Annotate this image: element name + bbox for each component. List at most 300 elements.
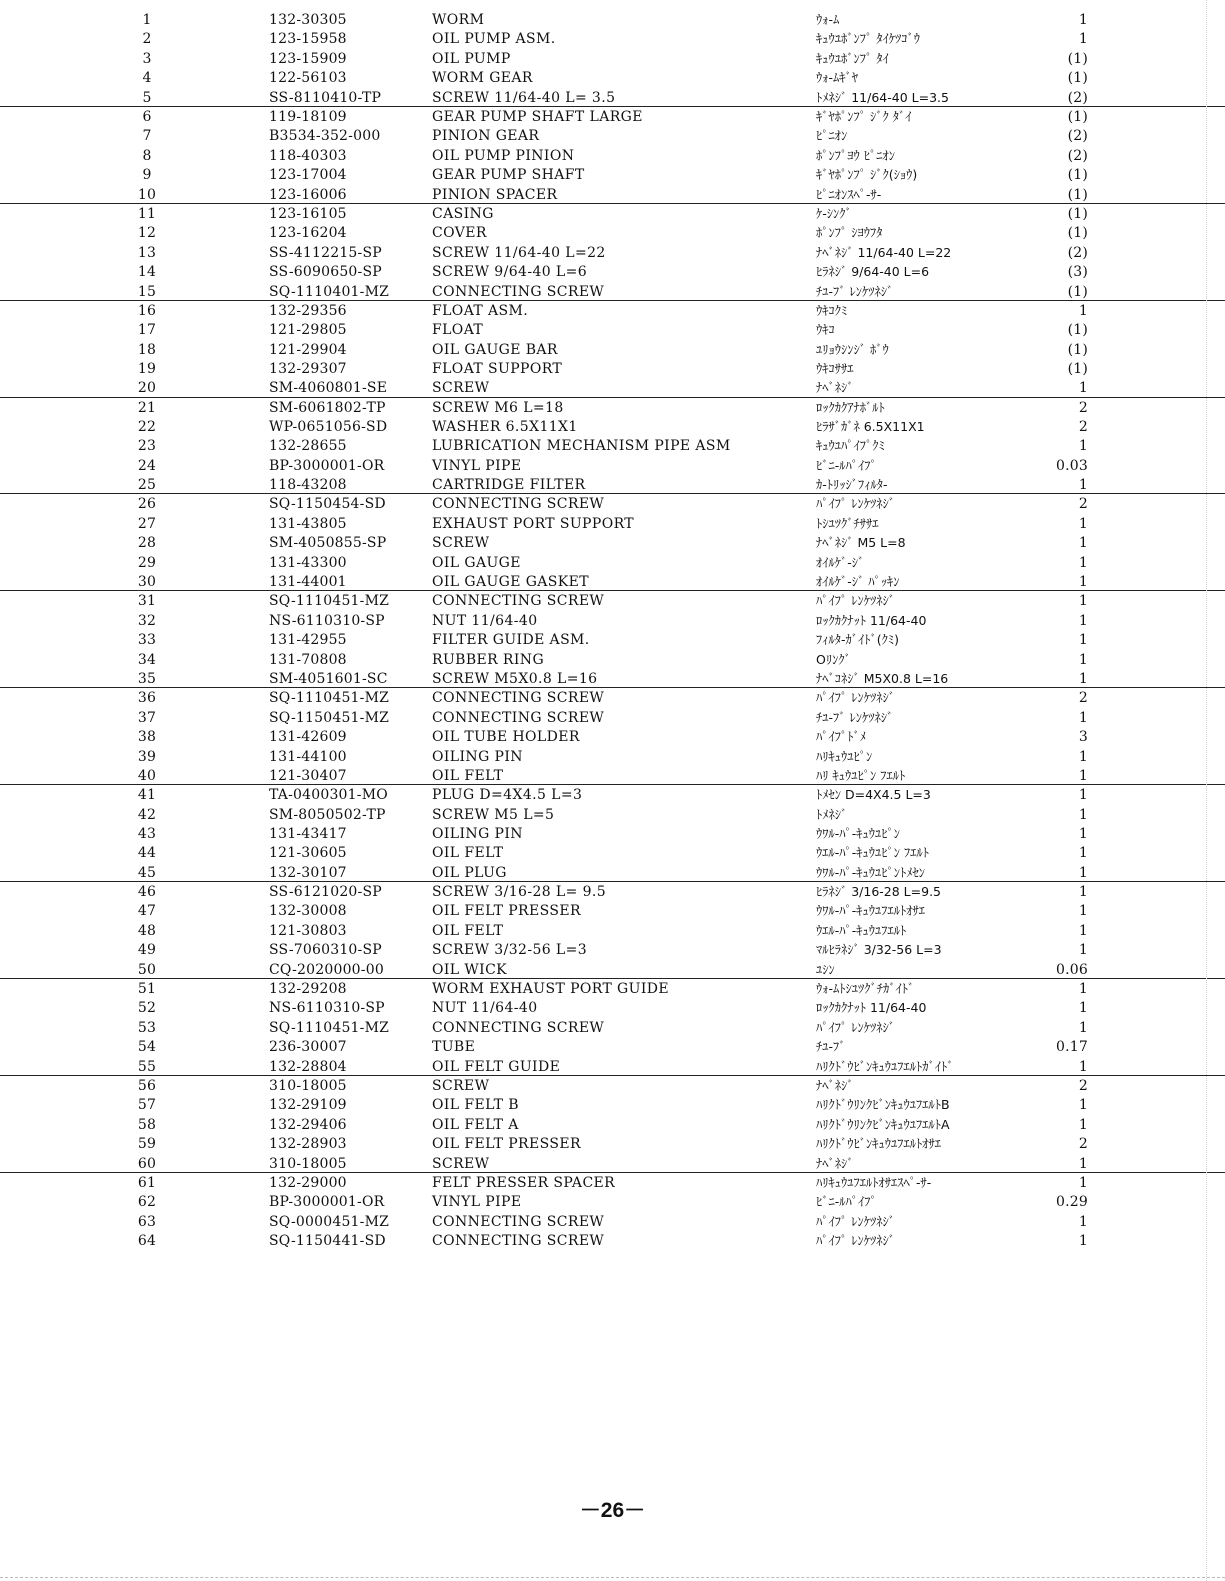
table-row (0, 49, 1225, 68)
part-name-japanese: ﾊﾟｲﾌﾟ ﾚﾝｹﾂﾈｼﾞ (816, 496, 895, 512)
item-number: 18 (137, 341, 157, 358)
part-name-japanese: ﾁﾕ-ﾌﾞ ﾚﾝｹﾂﾈｼﾞ (816, 283, 894, 299)
item-number: 5 (142, 89, 152, 106)
part-number: BP-3000001-OR (269, 457, 385, 474)
quantity: 1 (1078, 1155, 1088, 1172)
part-name: SCREW 3/32-56 L=3 (432, 942, 588, 959)
part-number: SS-8110410-TP (269, 89, 382, 106)
part-name: OIL FELT (432, 922, 504, 939)
part-number: 132-30008 (269, 903, 347, 920)
part-name-japanese: ｷﾞﾔﾎﾟﾝﾌﾟ ｼﾞｸ(ｼｮｳ) (816, 167, 918, 183)
quantity: 1 (1078, 380, 1088, 397)
part-name: SCREW 11/64-40 L= 3.5 (432, 89, 616, 106)
part-name-japanese: ｷｭｳﾕﾊﾟｲﾌﾟｸﾐ (816, 438, 885, 454)
item-number: 62 (137, 1194, 157, 1211)
quantity: 1 (1078, 806, 1088, 823)
table-row (0, 650, 1225, 669)
table-row (0, 921, 1225, 940)
part-name: SCREW M6 L=18 (432, 399, 564, 416)
part-name-japanese: ﾊﾘ ｷｭｳﾕﾋﾟﾝ ﾌｴﾙﾄ (816, 767, 906, 783)
quantity: 1 (1078, 864, 1088, 881)
part-name-japanese: ｷｭｳﾕﾎﾞﾝﾌﾟ ﾀｲｹﾂｺﾞｳ (816, 31, 920, 47)
part-name-japanese: ｶ-ﾄﾘｯｼﾞﾌｨﾙﾀ- (816, 477, 888, 493)
item-number: 56 (137, 1077, 157, 1094)
part-name: FLOAT SUPPORT (432, 360, 563, 377)
part-name-japanese: ｹ-ｼﾝｸﾞ (816, 205, 852, 221)
part-name-japanese: ﾛｯｸｶｸﾅｯﾄ 11/64-40 (816, 612, 927, 628)
part-name-japanese: ﾄｼﾕﾂｸﾞﾁｻｻｴ (816, 515, 879, 531)
table-row (0, 766, 1225, 785)
item-number: 64 (137, 1233, 157, 1249)
table-row (0, 1192, 1225, 1211)
table-row (0, 824, 1225, 843)
quantity: 1 (1078, 787, 1088, 804)
part-number: 122-56103 (269, 70, 347, 87)
quantity: (1) (1067, 360, 1088, 377)
item-number: 47 (137, 903, 157, 920)
part-name: OIL FELT PRESSER (432, 1136, 581, 1153)
quantity: 0.17 (1056, 1039, 1088, 1056)
quantity: 1 (1078, 826, 1088, 842)
item-number: 24 (137, 457, 157, 474)
scan-edge-right (1206, 0, 1207, 1581)
scan-edge-bottom (0, 1577, 1225, 1578)
quantity: 1 (1078, 1097, 1088, 1114)
table-row (0, 1075, 1225, 1095)
part-name: OIL PLUG (432, 864, 507, 881)
part-name: OIL TUBE HOLDER (432, 729, 580, 746)
item-number: 58 (137, 1116, 157, 1133)
part-number: 121-29904 (269, 341, 347, 358)
part-name-japanese: ｳﾜﾙ-ﾊﾟ-ｷｭｳﾕﾌｴﾙﾄｵｻｴ (816, 903, 926, 919)
quantity: 2 (1078, 1077, 1088, 1094)
item-number: 30 (137, 574, 157, 591)
part-name: OIL PUMP PINION (432, 147, 575, 164)
part-number: 118-43208 (269, 477, 347, 494)
part-name-japanese: ﾋﾟﾆｵﾝ (816, 128, 848, 144)
part-number: 123-15958 (269, 31, 347, 48)
table-row (0, 68, 1225, 87)
table-row (0, 320, 1225, 339)
part-name: OIL WICK (432, 961, 508, 978)
page-number: －26－ (579, 1499, 646, 1522)
part-name-japanese: ｵｲﾙｹﾞ-ｼﾞ (816, 554, 865, 570)
item-number: 51 (137, 980, 157, 997)
item-number: 45 (137, 864, 157, 881)
part-name-japanese: Oﾘﾝｸﾞ (816, 651, 851, 667)
part-name: TUBE (432, 1039, 476, 1056)
item-number: 59 (137, 1136, 157, 1153)
table-row (0, 533, 1225, 552)
item-number: 22 (137, 419, 157, 435)
part-number: SQ-1150451-MZ (269, 709, 390, 726)
table-row (0, 146, 1225, 165)
table-row (0, 590, 1225, 610)
part-number: 123-16105 (269, 205, 347, 222)
quantity: 1 (1078, 1000, 1088, 1017)
quantity: 1 (1078, 767, 1088, 784)
part-name-japanese: ﾛｯｸｶｸﾅｯﾄ 11/64-40 (816, 1000, 927, 1016)
quantity: 1 (1078, 1213, 1088, 1230)
quantity: 1 (1078, 709, 1088, 726)
quantity: (2) (1067, 128, 1088, 145)
part-name-japanese: ﾅﾍﾞｺﾈｼﾞ M5X0.8 L=16 (816, 671, 949, 687)
item-number: 63 (137, 1213, 157, 1230)
item-number: 52 (137, 1000, 157, 1017)
table-row (0, 630, 1225, 649)
table-row (0, 863, 1225, 882)
part-number: NS-6110310-SP (269, 1000, 385, 1017)
table-row (0, 1095, 1225, 1114)
quantity: 1 (1078, 477, 1088, 494)
part-name-japanese: ｷｭｳﾕﾎﾞﾝﾌﾟ ﾀｲ (816, 50, 889, 66)
table-row (0, 493, 1225, 513)
part-name: CONNECTING SCREW (432, 1019, 605, 1036)
table-row (0, 805, 1225, 824)
part-name: PINION GEAR (432, 128, 540, 145)
item-number: 55 (137, 1058, 157, 1075)
part-name-japanese: ﾊﾘｸﾄﾞｳﾘﾝｸﾋﾞﾝｷｭｳﾕﾌｴﾙﾄB (816, 1097, 950, 1113)
part-name-japanese: ﾊﾟｲﾌﾟﾄﾞﾒ (816, 729, 867, 745)
part-name: OIL GAUGE GASKET (432, 574, 590, 591)
part-number: 132-28804 (269, 1058, 347, 1075)
part-name: LUBRICATION MECHANISM PIPE ASM (432, 438, 731, 455)
item-number: 6 (142, 108, 152, 125)
part-name: OIL FELT (432, 845, 504, 862)
part-number: SS-6121020-SP (269, 884, 382, 901)
table-row (0, 960, 1225, 979)
part-name: OIL PUMP (432, 50, 511, 67)
part-name: RUBBER RING (432, 651, 545, 668)
table-row (0, 378, 1225, 397)
part-number: 121-29805 (269, 322, 347, 339)
table-row (0, 185, 1225, 204)
item-number: 27 (137, 515, 157, 532)
parts-table (0, 10, 1225, 1250)
quantity: 1 (1078, 884, 1088, 901)
part-name-japanese: ｳﾜﾙ-ﾊﾟ-ｷｭｳﾕﾋﾟﾝ (816, 826, 901, 841)
item-number: 28 (137, 535, 157, 552)
quantity: (1) (1067, 205, 1088, 222)
part-name: NUT 11/64-40 (432, 1000, 538, 1017)
part-number: 131-43300 (269, 554, 347, 571)
part-name: SCREW 3/16-28 L= 9.5 (432, 884, 607, 901)
table-row (0, 475, 1225, 494)
part-number: 131-44001 (269, 574, 347, 591)
quantity: (1) (1067, 167, 1088, 184)
part-name-japanese: ﾊﾘｸﾄﾞｳﾘﾝｸﾋﾞﾝｷｭｳﾕﾌｴﾙﾄA (816, 1116, 950, 1132)
table-row (0, 223, 1225, 242)
part-name: FLOAT (432, 322, 484, 339)
quantity: 1 (1078, 1233, 1088, 1249)
part-number: 123-15909 (269, 50, 347, 67)
part-name-japanese: ﾅﾍﾞﾈｼﾞ (816, 1077, 854, 1093)
part-name: FELT PRESSER SPACER (432, 1174, 616, 1191)
quantity: (1) (1067, 186, 1088, 203)
part-name: COVER (432, 225, 487, 242)
part-name-japanese: ｵｲﾙｹﾞ-ｼﾞ ﾊﾟｯｷﾝ (816, 574, 900, 590)
quantity: (1) (1067, 283, 1088, 300)
part-name-japanese: ﾊﾟｲﾌﾟ ﾚﾝｹﾂﾈｼﾞ (816, 1019, 895, 1035)
item-number: 8 (142, 147, 152, 164)
part-name-japanese: ﾁﾕ-ﾌﾞ ﾚﾝｹﾂﾈｼﾞ (816, 709, 894, 725)
quantity: 2 (1078, 1136, 1088, 1153)
part-name: CONNECTING SCREW (432, 709, 605, 726)
part-name: OIL PUMP ASM. (432, 31, 556, 48)
table-row (0, 1231, 1225, 1250)
part-name: CARTRIDGE FILTER (432, 477, 586, 494)
part-name-japanese: ｳｴﾙ-ﾊﾟ-ｷｭｳﾕﾋﾟﾝ ﾌｴﾙﾄ (816, 845, 929, 861)
item-number: 31 (137, 593, 157, 610)
table-row (0, 29, 1225, 48)
table-row (0, 553, 1225, 572)
part-number: SM-8050502-TP (269, 806, 386, 823)
table-row (0, 106, 1225, 126)
part-name-japanese: ｷﾞﾔﾎﾟﾝﾌﾟ ｼﾞｸ ﾀﾞｲ (816, 108, 912, 124)
item-number: 15 (137, 283, 157, 300)
quantity: 0.03 (1056, 457, 1088, 474)
part-name: OIL FELT A (432, 1116, 519, 1133)
part-number: 121-30407 (269, 767, 347, 784)
quantity: 1 (1078, 438, 1088, 455)
quantity: 1 (1078, 632, 1088, 649)
item-number: 37 (137, 709, 157, 726)
part-number: SM-4060801-SE (269, 380, 388, 397)
item-number: 39 (137, 748, 157, 765)
part-number: 123-16204 (269, 225, 347, 242)
item-number: 1 (142, 12, 152, 28)
quantity: (2) (1067, 244, 1088, 261)
part-name: WORM (432, 12, 485, 28)
item-number: 40 (137, 767, 157, 784)
part-name-japanese: ﾋﾞﾆ-ﾙﾊﾟｲﾌﾟ (816, 457, 877, 473)
part-name: WASHER 6.5X11X1 (432, 419, 578, 435)
table-row (0, 1037, 1225, 1056)
part-number: TA-0400301-MO (269, 787, 388, 804)
part-name-japanese: ﾊﾟｲﾌﾟ ﾚﾝｹﾂﾈｼﾞ (816, 593, 895, 609)
item-number: 60 (137, 1155, 157, 1172)
table-row (0, 1018, 1225, 1037)
table-row (0, 669, 1225, 688)
item-number: 9 (142, 167, 152, 184)
table-row (0, 940, 1225, 959)
item-number: 49 (137, 942, 157, 959)
item-number: 50 (137, 961, 157, 978)
part-name: SCREW 11/64-40 L=22 (432, 244, 606, 261)
part-name: SCREW 9/64-40 L=6 (432, 264, 588, 281)
item-number: 32 (137, 612, 157, 629)
table-row (0, 126, 1225, 145)
table-row (0, 1115, 1225, 1134)
quantity: (1) (1067, 341, 1088, 358)
table-row (0, 1154, 1225, 1173)
table-row (0, 978, 1225, 998)
part-name: GEAR PUMP SHAFT (432, 167, 585, 184)
part-number: SM-4051601-SC (269, 671, 388, 688)
part-number: 132-29307 (269, 360, 347, 377)
part-name-japanese: ｳｷｺｸﾐ (816, 302, 848, 318)
part-name-japanese: ﾌｨﾙﾀ-ｶﾞｲﾄﾞ(ｸﾐ) (816, 632, 900, 648)
part-name-japanese: ﾊﾘｷｭｳﾕﾋﾟﾝ (816, 748, 873, 764)
quantity: 1 (1078, 593, 1088, 610)
part-name: SCREW (432, 1077, 490, 1094)
table-row (0, 203, 1225, 223)
table-row (0, 514, 1225, 533)
item-number: 61 (137, 1174, 157, 1191)
table-row (0, 1172, 1225, 1192)
table-row (0, 417, 1225, 436)
table-row (0, 1134, 1225, 1153)
part-name-japanese: ﾄﾒﾈｼﾞ (816, 806, 848, 822)
part-number: 236-30007 (269, 1039, 347, 1056)
item-number: 44 (137, 845, 157, 862)
part-name: OILING PIN (432, 826, 523, 842)
part-name-japanese: ｳｷｺｻｻｴ (816, 360, 854, 376)
part-name: OIL FELT GUIDE (432, 1058, 561, 1075)
item-number: 42 (137, 806, 157, 823)
table-row (0, 359, 1225, 378)
part-number: 132-29356 (269, 302, 347, 319)
item-number: 20 (137, 380, 157, 397)
part-number: SS-4112215-SP (269, 244, 382, 261)
part-name: VINYL PIPE (432, 1194, 522, 1211)
part-name-japanese: ﾋﾞﾆ-ﾙﾊﾟｲﾌﾟ (816, 1194, 877, 1210)
item-number: 12 (137, 225, 157, 242)
part-name-japanese: ﾅﾍﾞﾈｼﾞ 11/64-40 L=22 (816, 244, 952, 260)
part-name-japanese: ﾋﾗｻﾞｶﾞﾈ 6.5X11X1 (816, 419, 925, 434)
item-number: 57 (137, 1097, 157, 1114)
table-row (0, 708, 1225, 727)
part-number: 118-40303 (269, 147, 347, 164)
item-number: 14 (137, 264, 157, 281)
part-name-japanese: ﾛｯｸｶｸｱﾅﾎﾞﾙﾄ (816, 399, 885, 415)
table-row (0, 611, 1225, 630)
part-number: 310-18005 (269, 1155, 347, 1172)
part-name: CONNECTING SCREW (432, 1233, 605, 1249)
quantity: 1 (1078, 1116, 1088, 1133)
quantity: (2) (1067, 89, 1088, 106)
part-number: SQ-1110401-MZ (269, 283, 390, 300)
quantity: (1) (1067, 50, 1088, 67)
item-number: 35 (137, 671, 157, 688)
part-name: SCREW M5X0.8 L=16 (432, 671, 598, 688)
quantity: 0.06 (1056, 961, 1088, 978)
table-row (0, 436, 1225, 455)
part-name-japanese: ﾅﾍﾞﾈｼﾞ (816, 1155, 854, 1171)
part-number: 132-29406 (269, 1116, 347, 1133)
part-number: 132-29208 (269, 980, 347, 997)
part-number: 132-30107 (269, 864, 347, 881)
part-name: OIL FELT (432, 767, 504, 784)
item-number: 36 (137, 690, 157, 707)
part-number: 310-18005 (269, 1077, 347, 1094)
part-number: SM-4050855-SP (269, 535, 387, 552)
item-number: 54 (137, 1039, 157, 1056)
part-number: 131-44100 (269, 748, 347, 765)
part-name: CONNECTING SCREW (432, 496, 605, 513)
part-name-japanese: ﾁﾕ-ﾌﾞ (816, 1039, 846, 1055)
item-number: 33 (137, 632, 157, 649)
quantity: 1 (1078, 922, 1088, 939)
part-name-japanese: ﾅﾍﾞﾈｼﾞ (816, 380, 854, 396)
quantity: (1) (1067, 322, 1088, 339)
item-number: 10 (137, 186, 157, 203)
item-number: 17 (137, 322, 157, 339)
item-number: 53 (137, 1019, 157, 1036)
part-name: CONNECTING SCREW (432, 283, 605, 300)
quantity: 2 (1078, 399, 1088, 416)
part-name-japanese: ｳｷｺ (816, 322, 835, 338)
quantity: 1 (1078, 535, 1088, 552)
item-number: 46 (137, 884, 157, 901)
item-number: 26 (137, 496, 157, 513)
part-name: OILING PIN (432, 748, 523, 765)
part-name-japanese: ﾊﾟｲﾌﾟ ﾚﾝｹﾂﾈｼﾞ (816, 690, 895, 706)
part-name-japanese: ﾎﾟﾝﾌﾟ ｼﾖｳﾌﾀ (816, 225, 883, 241)
quantity: 2 (1078, 419, 1088, 435)
part-name-japanese: ﾊﾘｷｭｳﾕﾌｴﾙﾄｵｻｴｽﾍﾟ-ｻ- (816, 1174, 932, 1190)
quantity: 1 (1078, 980, 1088, 997)
table-row (0, 456, 1225, 475)
part-number: B3534-352-000 (269, 128, 381, 145)
item-number: 34 (137, 651, 157, 668)
part-number: SQ-1150441-SD (269, 1233, 386, 1249)
part-number: SS-7060310-SP (269, 942, 382, 959)
part-name: SCREW (432, 535, 490, 552)
item-number: 23 (137, 438, 157, 455)
part-number: SQ-1150454-SD (269, 496, 386, 513)
part-name-japanese: ｳｫ-ﾑﾄｼﾕﾂｸﾞﾁｶﾞｲﾄﾞ (816, 980, 915, 996)
part-number: 132-28903 (269, 1136, 347, 1153)
part-name: SCREW (432, 380, 490, 397)
table-row (0, 727, 1225, 746)
table-row (0, 687, 1225, 707)
part-name: CONNECTING SCREW (432, 690, 605, 707)
part-name: CONNECTING SCREW (432, 593, 605, 610)
item-number: 16 (137, 302, 157, 319)
part-name-japanese: ﾏﾙﾋﾗﾈｼﾞ 3/32-56 L=3 (816, 942, 942, 958)
quantity: 1 (1078, 1058, 1088, 1075)
quantity: 1 (1078, 748, 1088, 765)
quantity: (1) (1067, 70, 1088, 87)
table-row (0, 397, 1225, 417)
part-number: 132-29000 (269, 1174, 347, 1191)
item-number: 29 (137, 554, 157, 571)
item-number: 43 (137, 826, 157, 842)
part-name: FILTER GUIDE ASM. (432, 632, 590, 649)
table-row (0, 340, 1225, 359)
part-name: PINION SPACER (432, 186, 558, 203)
part-name: NUT 11/64-40 (432, 612, 538, 629)
item-number: 3 (142, 50, 152, 67)
quantity: (3) (1067, 264, 1088, 281)
part-name-japanese: ﾊﾘｸﾄﾞｳﾋﾞﾝｷｭｳﾕﾌｴﾙﾄｵｻｴ (816, 1136, 942, 1152)
table-row (0, 1212, 1225, 1231)
part-name: OIL FELT PRESSER (432, 903, 581, 920)
part-name: SCREW (432, 1155, 490, 1172)
part-number: SQ-0000451-MZ (269, 1213, 390, 1230)
part-number: 132-30305 (269, 12, 347, 28)
quantity: 1 (1078, 554, 1088, 571)
part-name-japanese: ﾎﾟﾝﾌﾟﾖｳ ﾋﾟﾆｵﾝ (816, 147, 895, 163)
part-name-japanese: ﾊﾘｸﾄﾞｳﾋﾞﾝｷｭｳﾕﾌｴﾙﾄｶﾞｲﾄﾞ (816, 1058, 954, 1074)
part-name-japanese: ﾅﾍﾞﾈｼﾞ M5 L=8 (816, 535, 906, 551)
part-name: EXHAUST PORT SUPPORT (432, 515, 635, 532)
item-number: 2 (142, 31, 152, 48)
part-number: 131-70808 (269, 651, 347, 668)
part-name-japanese: ｳﾜﾙ-ﾊﾟ-ｷｭｳﾕﾋﾟﾝﾄﾒｾﾝ (816, 864, 926, 880)
quantity: 1 (1078, 1174, 1088, 1191)
